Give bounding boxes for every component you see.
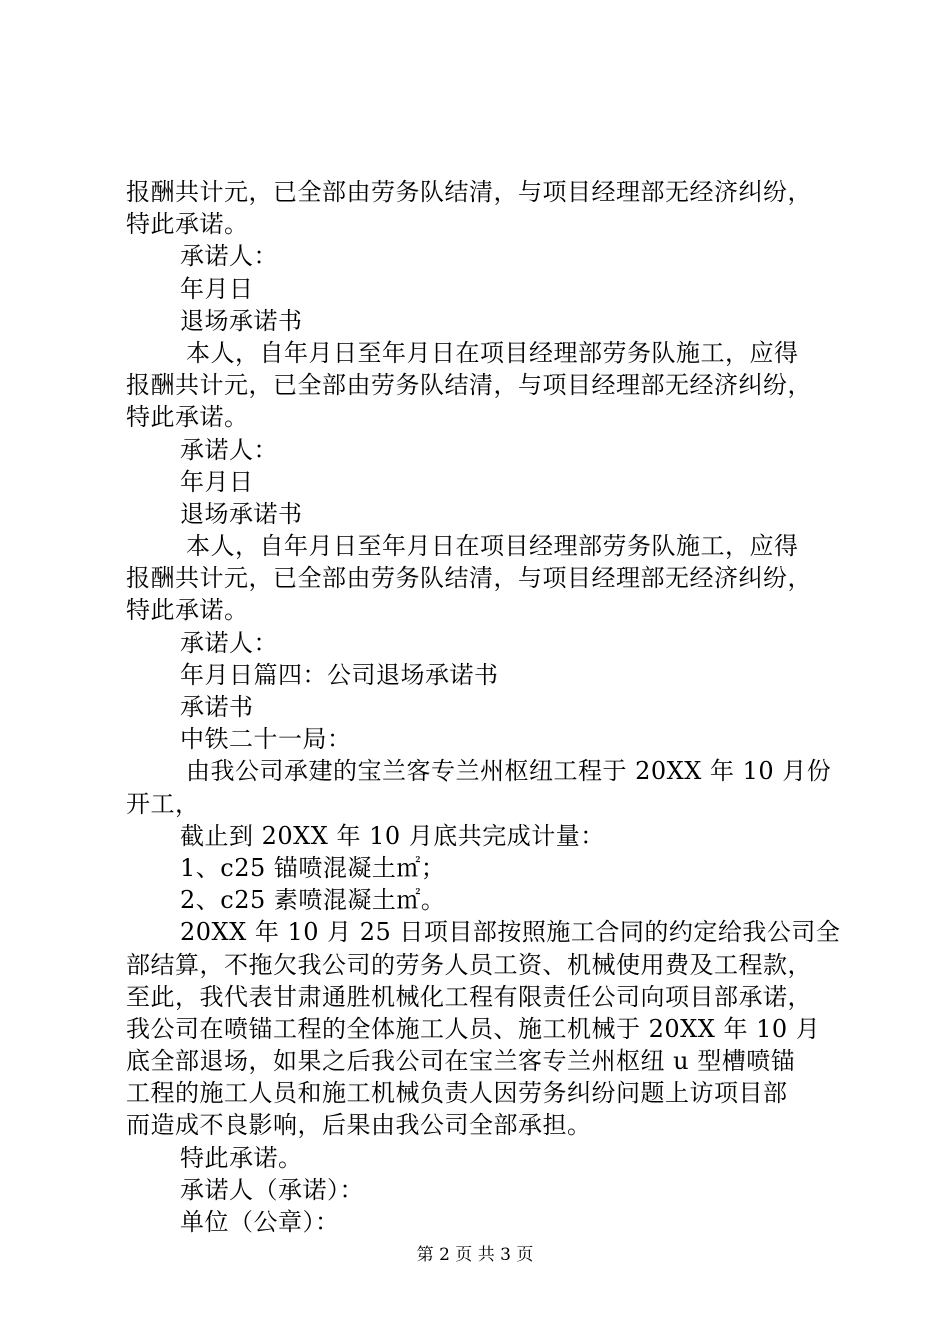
text-line: 中铁二十一局： bbox=[180, 725, 352, 754]
text-line: 20XX 年 10 月 25 日项目部按照施工合同的约定给我公司全 bbox=[180, 918, 841, 947]
text-line: 本人，自年月日至年月日在项目经理部劳务队施工，应得 bbox=[186, 532, 799, 561]
document-body bbox=[126, 176, 846, 1238]
text-line: 2、c25 素喷混凝土㎡。 bbox=[180, 886, 446, 915]
section-heading: 退场承诺书 bbox=[180, 499, 303, 528]
text-line: 报酬共计元，已全部由劳务队结清，与项目经理部无经济纠纷， bbox=[126, 178, 812, 206]
text-line: 工程的施工人员和施工机械负责人因劳务纠纷问题上访项目部 bbox=[126, 1079, 788, 1108]
text-line: 报酬共计元，已全部由劳务队结清，与项目经理部无经济纠纷， bbox=[126, 371, 812, 400]
text-line: 部结算，不拖欠我公司的劳务人员工资、机械使用费及工程款， bbox=[126, 950, 812, 979]
text-line: 特此承诺。 bbox=[126, 403, 249, 432]
text-line: 承诺人： bbox=[180, 628, 278, 657]
text-line: 特此承诺。 bbox=[180, 1143, 303, 1172]
text-line: 承诺人： bbox=[180, 242, 278, 271]
text-line: 特此承诺。 bbox=[126, 210, 249, 239]
seal-line: 单位（公章）： bbox=[180, 1208, 340, 1236]
page-footer: 第 2 页 共 3 页 bbox=[416, 1245, 534, 1265]
text-line: 截止到 20XX 年 10 月底共完成计量： bbox=[180, 821, 605, 850]
text-line: 特此承诺。 bbox=[126, 596, 249, 625]
text-line: 本人，自年月日至年月日在项目经理部劳务队施工，应得 bbox=[186, 338, 799, 367]
text-line: 而造成不良影响，后果由我公司全部承担。 bbox=[126, 1111, 592, 1140]
text-line: 由我公司承建的宝兰客专兰州枢纽工程于 20XX 年 10 月份 bbox=[186, 757, 832, 786]
text-line: 我公司在喷锚工程的全体施工人员、施工机械于 20XX 年 10 月 bbox=[126, 1014, 821, 1043]
text-line: 年月日篇四：公司退场承诺书 bbox=[180, 660, 499, 689]
text-line: 至此，我代表甘肃通胜机械化工程有限责任公司向项目部承诺， bbox=[126, 982, 812, 1011]
text-line: 年月日 bbox=[180, 274, 254, 303]
text-line: 年月日 bbox=[180, 467, 254, 496]
text-line: 1、c25 锚喷混凝土㎡； bbox=[180, 853, 446, 882]
text-line: 底全部退场，如果之后我公司在宝兰客专兰州枢纽 u 型槽喷锚 bbox=[126, 1047, 796, 1076]
text-line: 报酬共计元，已全部由劳务队结清，与项目经理部无经济纠纷， bbox=[126, 564, 812, 593]
section-heading: 承诺书 bbox=[180, 693, 254, 721]
signature-line: 承诺人（承诺）： bbox=[180, 1175, 364, 1204]
text-line: 开工， bbox=[126, 789, 200, 818]
section-heading: 退场承诺书 bbox=[180, 306, 303, 335]
text-line: 承诺人： bbox=[180, 435, 278, 464]
